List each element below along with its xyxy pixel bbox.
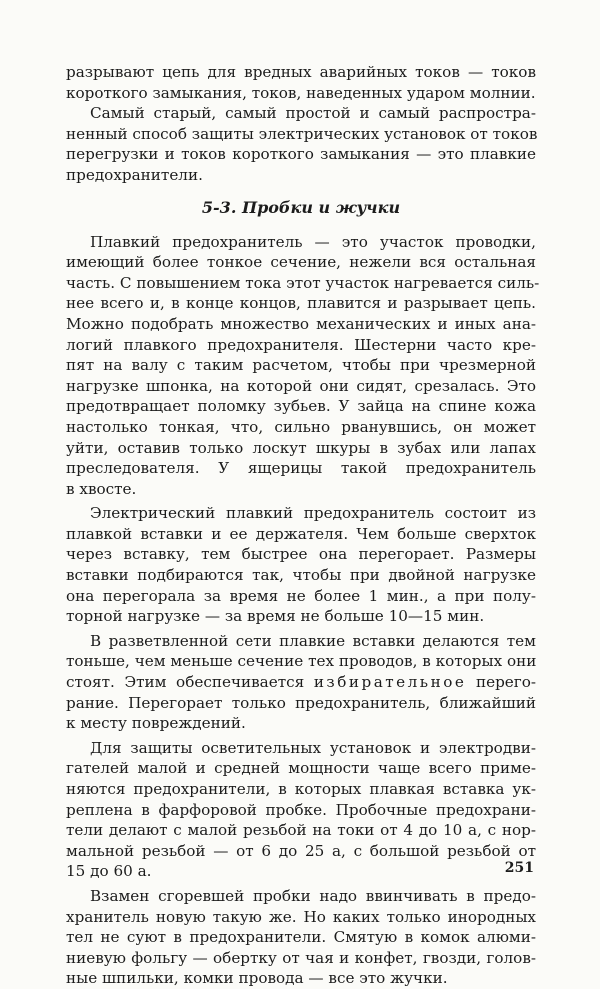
text-line: рание. Перегорает только предохранитель, ближайший xyxy=(66,693,536,712)
page-number: 251 xyxy=(504,860,534,876)
text-line: мальной резьбой — от 6 до 25 а, с большой резьбой от xyxy=(66,841,536,860)
text-line: тел не суют в предохранители. Смятую в комок алюми- xyxy=(66,928,536,947)
text-line: Взамен сгоревшей пробки надо ввинчивать в предо- xyxy=(90,886,536,905)
text-line: в хвосте. xyxy=(66,479,137,498)
text-line: Для защиты осветительных установок и электродви- xyxy=(90,738,536,757)
text-fragment: стоят. Этим обеспечивается xyxy=(66,673,305,692)
text-line: к месту повреждений. xyxy=(66,714,246,733)
text-line: няются предохранители, в которых плавкая вставка ук- xyxy=(66,780,536,798)
text-line: гателей малой и средней мощности чаще всего приме- xyxy=(66,759,536,778)
paragraph-plug-fuses xyxy=(66,738,536,882)
text-line: реплена в фарфоровой пробке. Пробочные предохрани- xyxy=(66,800,536,819)
text-line: Самый старый, самый простой и самый распростра- xyxy=(90,104,536,123)
text-line: настолько тонкая, что, сильно рванувшись, он может xyxy=(66,417,536,436)
text-line: уйти, оставив только лоскут шкуры в зубах или лапах xyxy=(66,438,536,457)
text-line: тоньше, чем меньше сечение тех проводов, в которых они xyxy=(66,652,537,671)
text-line: хранитель новую такую же. Но каких только инородных xyxy=(66,907,536,926)
section-heading: 5-3. Пробки и жучки xyxy=(201,197,401,217)
text-line: нее всего и, в конце концов, плавится и разрывает цепь. xyxy=(66,294,536,313)
paragraph-fuse-definition xyxy=(66,232,540,500)
text-fragment: перего- xyxy=(475,673,537,692)
text-line: Электрический плавкий предохранитель состоит из xyxy=(90,504,536,523)
text-line: перегрузки и токов короткого замыкания — это плавкие xyxy=(66,145,536,164)
text-line: логий плавкого предохранителя. Шестерни часто кре- xyxy=(66,335,536,354)
text-line: короткого замыкания, токов, наведенных ударом молнии. xyxy=(66,83,536,102)
text-line: разрывают цепь для вредных аварийных токов — токов xyxy=(66,63,536,81)
text-line: вставки подбираются так, чтобы при двойной нагрузке xyxy=(66,566,536,585)
text-line: В разветвленной сети плавкие вставки делаются тем xyxy=(90,631,536,650)
intro-paragraph-2 xyxy=(66,103,536,185)
text-line: часть. С повышением тока этот участок нагревается силь- xyxy=(66,273,540,292)
text-line: 15 до 60 а. xyxy=(66,862,152,881)
text-line: предотвращает поломку зубьев. У зайца на спине кожа xyxy=(66,397,536,416)
text-line: тели делают с малой резьбой на токи от 4 до 10 а, с нор- xyxy=(66,821,536,840)
paragraph-electric-fuse xyxy=(66,503,536,627)
text-line: Можно подобрать множество механических и иных ана- xyxy=(66,314,536,333)
text-line: предохранители. xyxy=(66,165,203,184)
text-line: Плавкий предохранитель — это участок проводки, xyxy=(90,232,536,251)
text-line: ные шпильки, комки провода — все это жучки. xyxy=(66,969,448,988)
paragraph-bugs xyxy=(66,886,536,989)
text-line: через вставку, тем быстрее она перегорает. Размеры xyxy=(66,545,536,564)
page-content xyxy=(66,62,540,989)
text-line: торной нагрузке — за время не больше 10—15 мин. xyxy=(66,607,485,626)
text-line: нагрузке шпонка, на которой они сидят, срезалась. Это xyxy=(66,376,536,395)
text-line: имеющий более тонкое сечение, нежели вся остальная xyxy=(66,253,536,272)
intro-paragraph-1 xyxy=(66,62,536,103)
text-line: преследователя. У ящерицы такой предохранитель xyxy=(66,459,536,478)
text-line xyxy=(66,672,536,693)
text-line: она перегорала за время не более 1 мин., а при полу- xyxy=(66,586,536,605)
text-line: пят на валу с таким расчетом, чтобы при чрезмерной xyxy=(66,356,536,375)
text-line: ненный способ защиты электрических установок от токов xyxy=(66,124,538,143)
emphasized-word: избирательное xyxy=(313,673,467,692)
text-line: плавкой вставки и ее держателя. Чем больше сверхток xyxy=(66,524,536,543)
text-line: ниевую фольгу — обертку от чая и конфет, гвозди, голов- xyxy=(66,948,536,967)
paragraph-branched-network xyxy=(66,631,536,734)
